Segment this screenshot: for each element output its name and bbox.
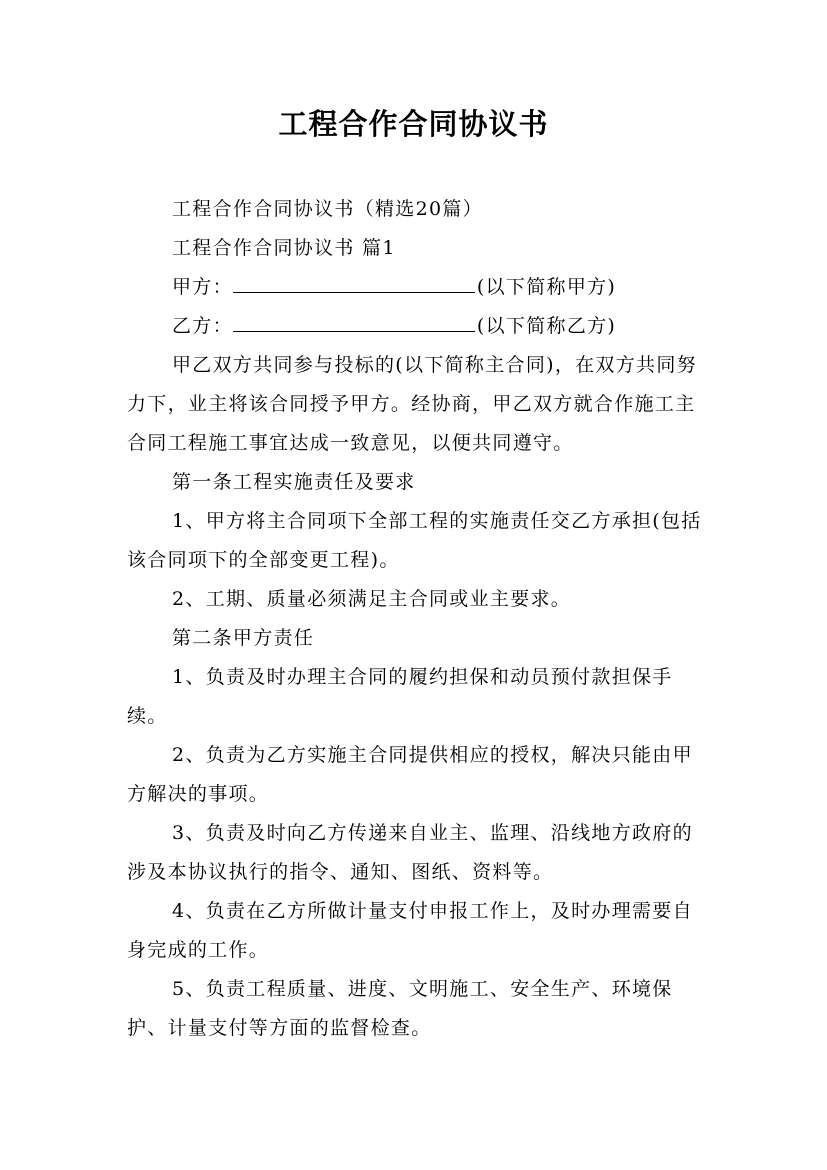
document-body [127,190,707,1048]
intro-paragraph: 甲乙双方共同参与投标的(以下简称主合同)，在双方共同努力下，业主将该合同授予甲方。经协商，甲乙双方就合作施工主合同工程施工事宜达成一致意见，以便共同遵守。 [127,354,697,454]
party-a-blank [233,270,475,293]
party-b-label: 乙方： [172,315,233,337]
article-2-item-1: 1、负责及时办理主合同的履约担保和动员预付款担保手续。 [127,666,673,727]
party-b-suffix: (以下简称乙方) [476,315,617,337]
party-b-line [127,307,707,346]
article-2-item-2: 2、负责为乙方实施主合同提供相应的授权，解决只能由甲方解决的事项。 [127,744,693,805]
party-a-line [127,268,707,307]
article-2-title: 第二条甲方责任 [172,627,315,649]
party-b-blank [233,309,475,332]
party-a-suffix: (以下简称甲方) [476,276,617,298]
document-title: 工程合作合同协议书 [278,107,549,141]
article-2-item-4: 4、负责在乙方所做计量支付申报工作上，及时办理需要自身完成的工作。 [127,900,693,961]
article-2-item-5: 5、负责工程质量、进度、文明施工、安全生产、环境保护、计量支付等方面的监督检查。 [127,978,673,1039]
article-1-title: 第一条工程实施责任及要求 [172,471,416,493]
article-2-item-3: 3、负责及时向乙方传递来自业主、监理、沿线地方政府的涉及本协议执行的指令、通知、图纸、资料等。 [127,822,693,883]
article-1-item-2: 2、工期、质量必须满足主合同或业主要求。 [172,588,572,610]
party-a-label: 甲方： [172,276,233,298]
section-heading: 工程合作合同协议书 篇1 [172,237,396,259]
document-subtitle: 工程合作合同协议书（精选20篇） [172,198,483,220]
article-1-item-1: 1、甲方将主合同项下全部工程的实施责任交乙方承担(包括该合同项下的全部变更工程)。 [127,510,702,571]
